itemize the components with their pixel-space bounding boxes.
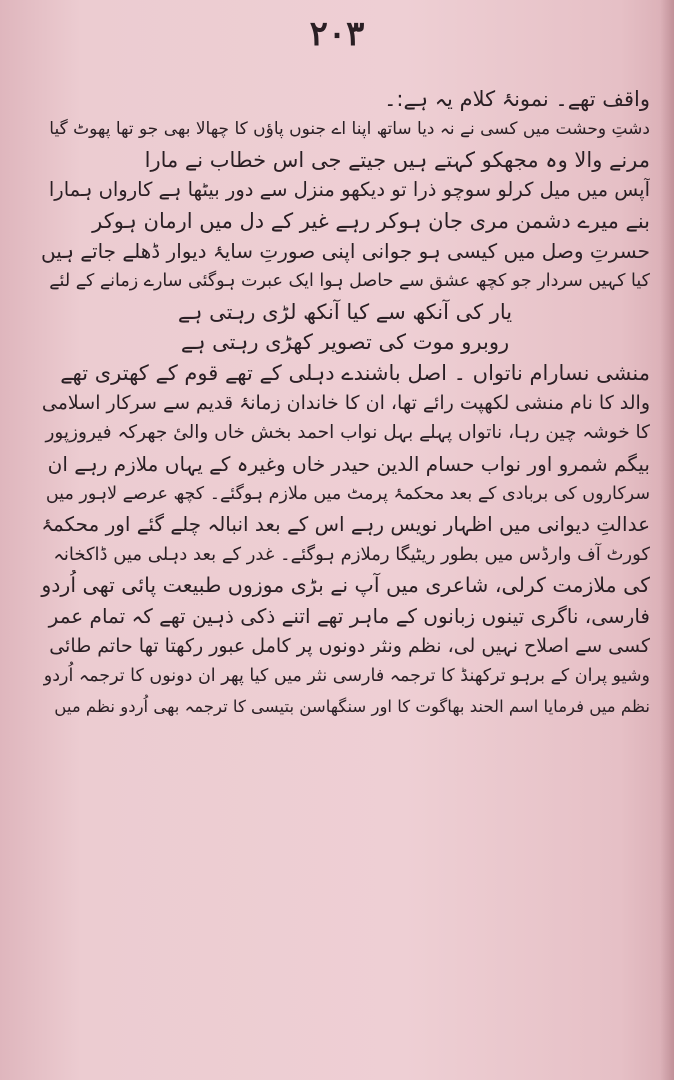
text-line: کا خوشہ چین رہا، ناتواں پہلے بہل نواب احمد بخش خاں والیٔ جھرکہ فیروزپور xyxy=(45,422,650,444)
verse-line: روبرو موت کی تصویر کھڑی رہتی ہے xyxy=(180,330,510,355)
page-body-text xyxy=(40,84,650,722)
verse-line: آپس میں میل کرلو سوچو ذرا تو دیکھو منزل سے دور بیٹھا ہے کارواں ہمارا xyxy=(48,178,650,202)
verse-line: کیا کہیں سردار جو کچھ عشق سے حاصل ہوا ایک عبرت ہوگئی سارے زمانے کے لئے xyxy=(49,271,650,292)
text-line: سرکاروں کی بربادی کے بعد محکمۂ پرمٹ میں ملازم ہوگئے۔ کچھ عرصے لاہور میں xyxy=(45,484,650,505)
verse-line: یار کی آنکھ سے کیا آنکھ لڑی رہتی ہے xyxy=(177,299,513,324)
verse-line: بنے میرے دشمن مری جان ہوکر رہے غیر کے دل میں ارمان ہوکر xyxy=(92,208,650,233)
text-line: کسی سے اصلاح نہیں لی، نظم ونثر دونوں پر کامل عبور رکھتا تھا حاتم طائی xyxy=(49,635,650,658)
text-line: واقف تھے۔ نمونۂ کلام یہ ہے:۔ xyxy=(384,87,650,111)
verse-line: حسرتِ وصل میں کیسی ہو جوانی اپنی صورتِ سایۂ دیوار ڈھلے جاتے ہیں xyxy=(40,238,650,263)
verse-line: مرنے والا وہ مجھکو کہتے ہیں جیتے جی اس خطاب نے مارا xyxy=(144,147,650,172)
page-edge-shadow xyxy=(660,0,674,1080)
verse-line: دشتِ وحشت میں کسی نے نہ دیا ساتھ اپنا اے جنوں پاؤں کا چھالا بھی جو تھا پھوٹ گیا xyxy=(49,119,650,140)
text-line: بیگم شمرو اور نواب حسام الدین حیدر خاں وغیرہ کے یہاں ملازم رہے ان xyxy=(47,451,650,476)
text-line: وشیو پران کے برہو ترکھنڈ کا ترجمہ فارسی نثر میں کیا پھر ان دونوں کا ترجمہ اُردو xyxy=(43,666,650,687)
text-line: نظم میں فرمایا اسم الحند بھاگوت کا اور سنگھاسن بتیسی کا ترجمہ بھی اُردو نظم میں xyxy=(54,696,650,716)
text-line: فارسی، ناگری تینوں زبانوں کے ماہر تھے اتنے ذکی ذہین تھے کہ تمام عمر xyxy=(48,603,650,628)
text-line: والد کا نام منشی لکھپت رائے تھا، ان کا خاندان زمانۂ قدیم سے سرکار اسلامی xyxy=(41,391,650,414)
text-line: کی ملازمت کرلی، شاعری میں آپ نے بڑی موزوں طبیعت پائی تھی اُردو xyxy=(41,573,650,598)
text-line: منشی نسارام ناتواں ۔ اصل باشندے دہلی کے تھے قوم کے کھتری تھے xyxy=(60,360,650,385)
page-number: ۲۰۳ xyxy=(309,14,365,54)
text-line: کورٹ آف وارڈس میں بطور ریٹیگا رملازم ہوگئے۔ غدر کے بعد دہلی میں ڈاکخانہ xyxy=(53,543,650,565)
text-line: عدالتِ دیوانی میں اظہار نویس رہے اس کے بعد انبالہ چلے گئے اور محکمۂ xyxy=(41,512,650,537)
